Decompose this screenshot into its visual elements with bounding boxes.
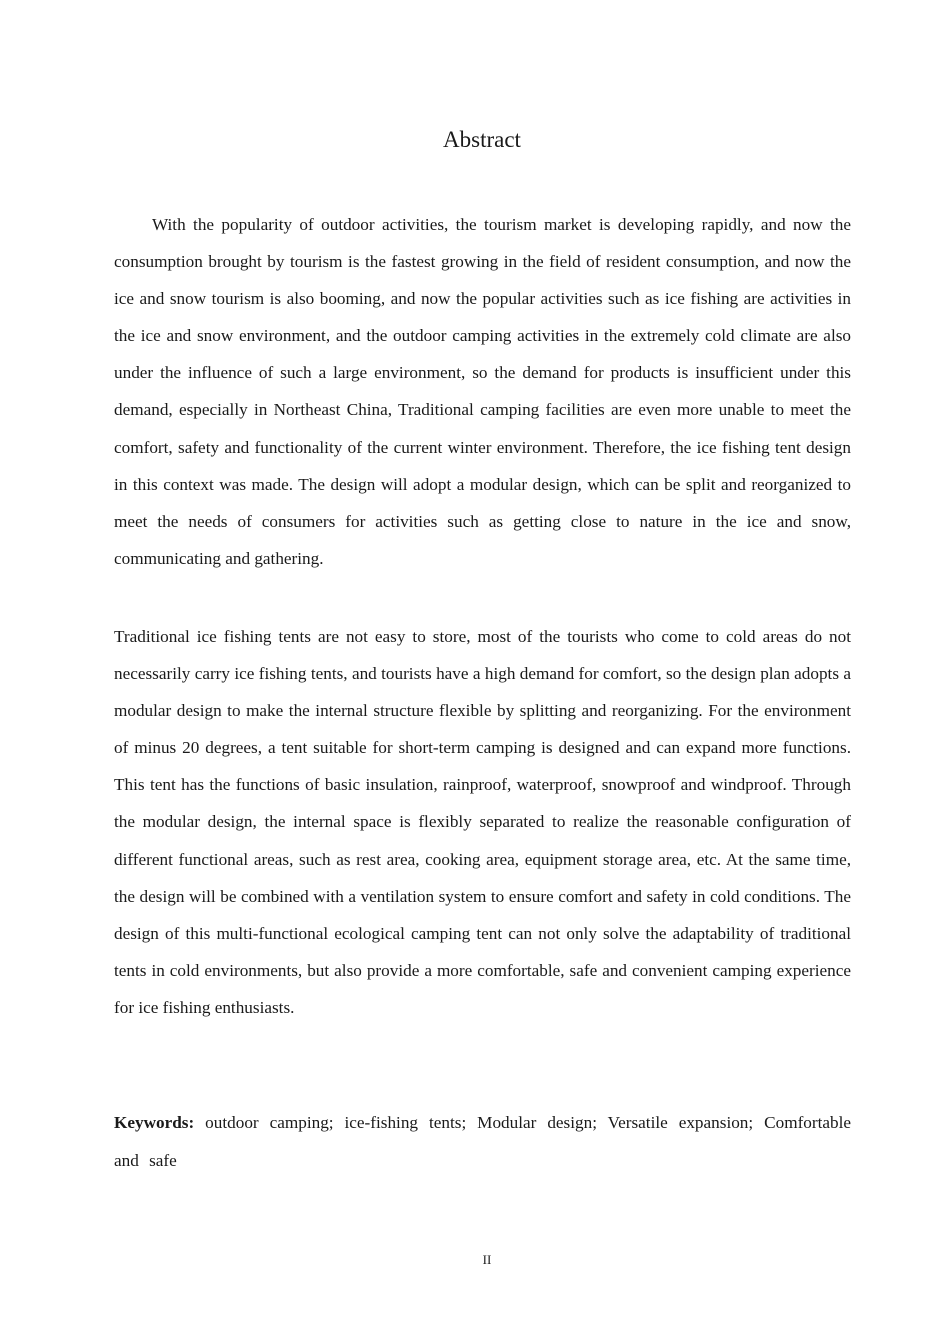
keywords-list: outdoor camping; ice-fishing tents; Modular design; Versatile expansion; Comfortable and safe [114,1113,852,1170]
page-number: II [482,1252,492,1267]
keywords-line [114,1104,851,1180]
abstract-paragraph-2: Traditional ice fishing tents are not easy to store, most of the tourists who come to cold areas do not necessarily carry ice fishing tents, and tourists have a high demand for comfort, so the design plan adopts a modular design to make the internal structure flexible by splitting and reorganizing. For the environment of minus 20 degrees, a tent suitable for short-term camping is designed and can expand more functions. This tent has the functions of basic insulation, rainproof, waterproof, snowproof and windproof. Through the modular design, the internal space is flexibly separated to realize the reasonable configuration of different functional areas, such as rest area, cooking area, equipment storage area, etc. At the same time, the design will be combined with a ventilation system to ensure comfort and safety in cold conditions. The design of this multi-functional ecological camping tent can not only solve the adaptability of traditional tents in cold environments, but also provide a more comfortable, safe and convenient camping experience for ice fishing enthusiasts. [114,627,851,1017]
abstract-paragraph-1: With the popularity of outdoor activities, the tourism market is developing rapidly, and now the consumption brought by tourism is the fastest growing in the field of resident consumption, and now the ice and snow tourism is also booming, and now the popular activities such as ice fishing are activities in the ice and snow environment, and the outdoor camping activities in the extremely cold climate are also under the influence of such a large environment, so the demand for products is insufficient under this demand, especially in Northeast China, Traditional camping facilities are even more unable to meet the comfort, safety and functionality of the current winter environment. Therefore, the ice fishing tent design in this context was made. The design will adopt a modular design, which can be split and reorganized to meet the needs of consumers for activities such as getting close to nature in the ice and snow, communicating and gathering. [114,215,851,568]
page-title: Abstract [443,127,521,152]
keywords-label: Keywords: [114,1113,195,1132]
